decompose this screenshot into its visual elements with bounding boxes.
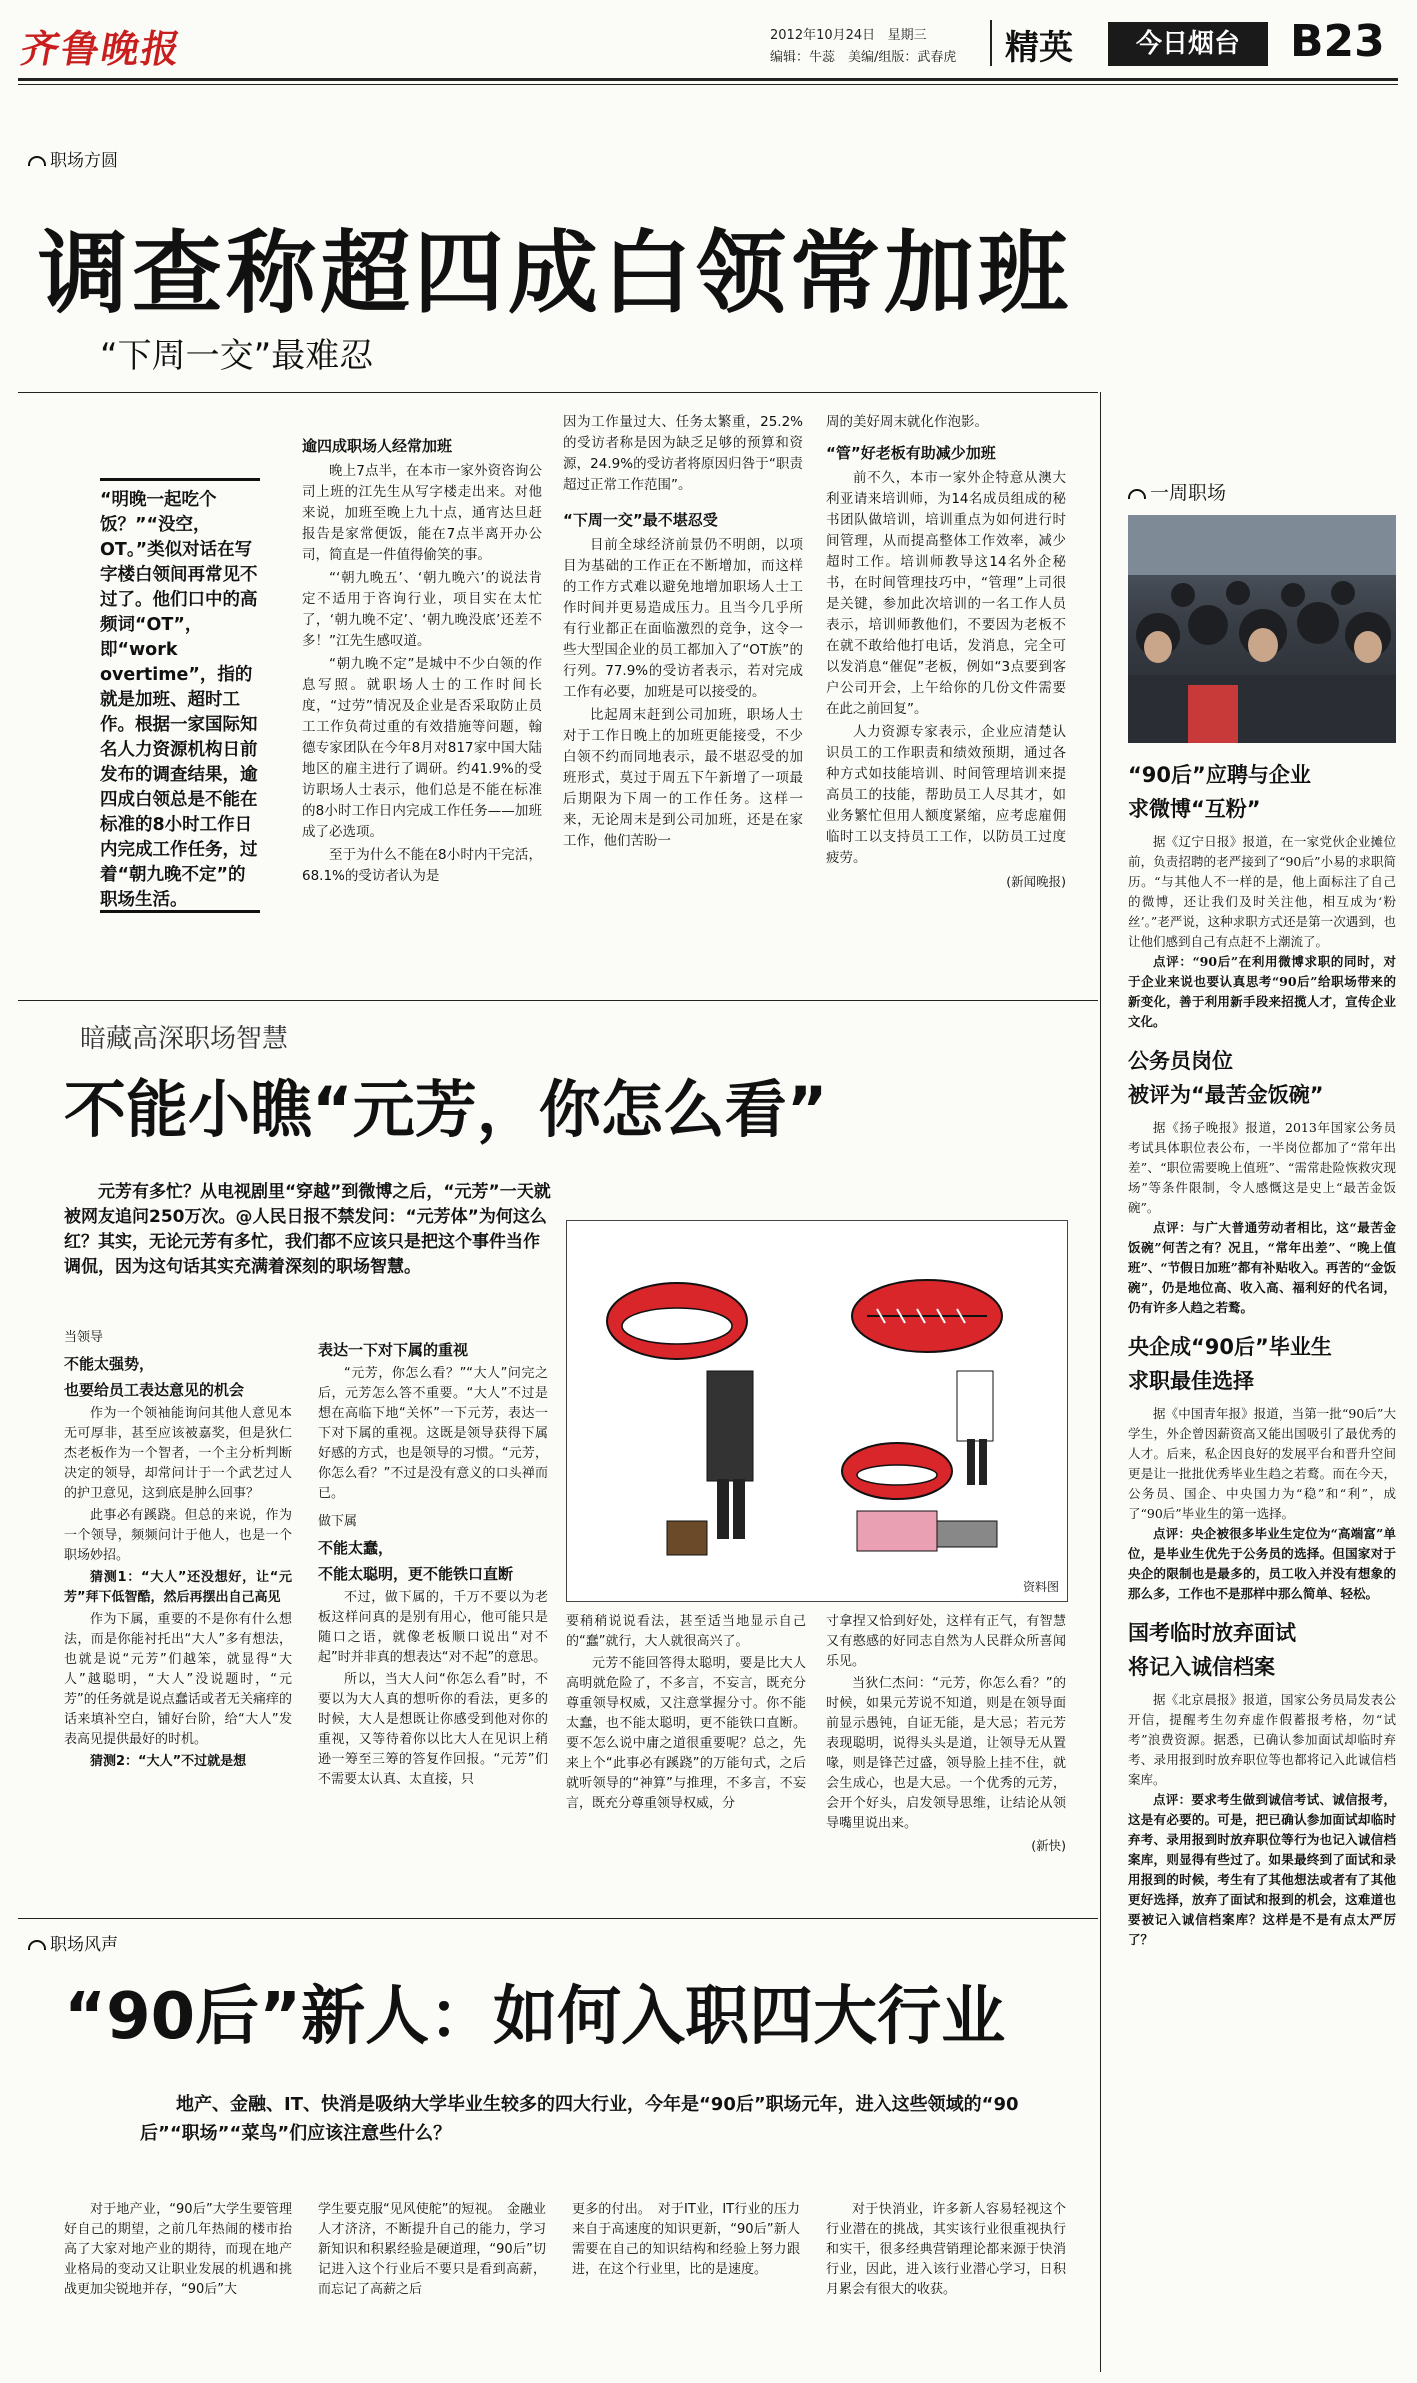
date: 2012年10月24日 [770, 28, 876, 43]
story2-source: (新快) [1031, 1838, 1066, 1853]
job-fair-crowd [1128, 515, 1396, 743]
paragraph: 当狄仁杰问：“元芳，你怎么看？”的时候，如果元芳说不知道，则是在领导面前显示愚钝，自证无能，是大忌；若元芳表现聪明，说得头头是道，让领导无从置喙，则是锋芒过盛，领导脸上挂不住，就会生成心，也是大忌。一个优秀的元芳，会开个好头，启发领导思维，让结论从领导嘴里说出来。 [826, 1676, 1066, 1831]
story1-headline: 调查称超四成白领常加班 [38, 221, 1072, 326]
story1-column-2 [563, 412, 803, 854]
paragraph: 此事必有蹊跷。但总的来说，作为一个领导，频频问计于他人，也是一个职场妙招。 [64, 1508, 292, 1563]
issue-date [770, 24, 927, 43]
item-title: 央企成“90后”毕业生 [1128, 1335, 1332, 1359]
paragraph: “‘朝九晚五’、‘朝九晚六’的说法肯定不适用于咨询行业，项目实在太忙了，‘朝九晚不定’、‘朝九晚没底’还差不多！”江先生感叹道。 [302, 570, 542, 649]
story3-column-3 [572, 2200, 800, 2282]
paragraph: 元芳不能回答得太聪明，要是比大人高明就危险了，不多言，不妄言，既充分尊重领导权威，又注意掌握分寸。你不能太蠢，也不能太聪明，更不能铁口直断。要不怎么说中庸之道很重要呢？总之，先来上个“此事必有蹊跷”的万能句式，之后就听领导的“神算”与推理，不多言，不妄言，既充分尊重领导权威，分 [566, 1656, 806, 1811]
paragraph: 对于快消业，许多新人容易轻视这个行业潜在的挑战，其实该行业很重视执行和实干，很多经典营销理论都来源于快消行业，因此，进入该行业潜心学习，日积月累会有很大的收获。 [826, 2202, 1066, 2297]
paragraph: 晚上7点半，在本市一家外资咨询公司上班的江先生从写字楼走出来。对他来说，加班至晚上九十点，通宵达旦赶报告是家常便饭，能在7点半离开办公司，简直是一件值得偷笑的事。 [302, 463, 542, 563]
story3-column-2 [318, 2200, 546, 2302]
paragraph: 人力资源专家表示，企业应清楚认识员工的工作职责和绩效预期，通过各种方式如技能培训、时间管理培训来提高员工的技能，帮助员工人尽其才，如业务繁忙但用人额度紧缩，应考虑雇佣临时工以支持员工工作，以防员工过度疲劳。 [826, 724, 1066, 866]
paragraph: 前不久，本市一家外企特意从澳大利亚请来培训师，为14名成员组成的秘书团队做培训，培训重点为如何进行时间管理，从而提高整体工作效率，减少超时工作。培训师教导这14名外企秘书，在时间管理技巧中，“管理”上司很是关键，参加此次培训的一名工作人员表示，培训师教他们，不要因为老板不在就不敢给他打电话，发消息，完全可以发消息“催促”老板，例如“3点要到客户公司开会，上午给你的几份文件需要在此之前回复”。 [826, 470, 1066, 717]
item-title: “90后”应聘与企业 [1128, 763, 1311, 787]
item-body: 据《扬子晚报》报道，2013年国家公务员考试具体职位表公布，一半岗位都加了“常年出差”、“职位需要晚上值班”、“需常赴险恢救灾现场”等条件限制，令人感慨这是史上“最苦金饭碗”。 [1128, 1120, 1396, 1215]
lips-cartoon [567, 1221, 1067, 1601]
story2-lead: 元芳有多忙？从电视剧里“穿越”到微博之后，“元芳”一天就被网友追问250万次。@人民日报不禁发问：“元芳体”为何这么红？其实，无论元芳有多忙，我们都不应该只是把这个事件当作调侃，因为这句话其实充满着深刻的职场智慧。 [64, 1182, 551, 1277]
subheading: 也要给员工表达意见的机会 [64, 1381, 245, 1399]
subheading: 不能太蠢， [318, 1539, 394, 1557]
page-number: B23 [1290, 16, 1385, 67]
item-comment: 点评：央企被很多毕业生定位为“高端富”单位，是毕业生优先于公务员的选择。但国家对于央企的限制也是最多的，员工收入并没有想象的那么多，工作也不是那样中那么简单、轻松。 [1128, 1526, 1396, 1601]
story1-bottom-rule [18, 1000, 1098, 1001]
paragraph: 猜测2：“大人”不过就是想 [90, 1754, 247, 1769]
item-title: 将记入诚信档案 [1128, 1655, 1275, 1679]
story1-rule [18, 392, 1098, 393]
subheading: 不能太强势， [64, 1355, 155, 1373]
story2-kicker: 暗藏高深职场智慧 [80, 1024, 289, 1054]
crowd-photo [1128, 515, 1396, 743]
paragraph: 作为一个领袖能询问其他人意见本无可厚非，甚至应该被嘉奖，但是狄仁杰老板作为一个智者，一个主分析判断决定的领导，却常问计于一个武艺过人的护卫意见，这到底是肿么回事？ [64, 1406, 292, 1501]
story2-column-1 [64, 1328, 292, 1774]
sidebar-divider [1100, 392, 1101, 2372]
item-title: 被评为“最苦金饭碗” [1128, 1083, 1324, 1107]
newspaper-logo: 齐鲁晚报 [17, 26, 186, 71]
item-comment: 点评：“90后”在利用微博求职的同时，对于企业来说也要认真思考“90后”给职场带来的新变化，善于利用新手段来招揽人才，宣传企业文化。 [1128, 954, 1396, 1029]
item-title: 公务员岗位 [1128, 1049, 1233, 1073]
paragraph: 比起周末赶到公司加班，职场人士对于工作日晚上的加班更能接受，不少白领不约而同地表示，最不堪忍受的加班形式，莫过于周五下午新增了一项最后期限为下周一的工作任务。这样一来，无论周末是到公司加班，还是在家工作，他们苦盼一 [563, 707, 803, 849]
item-title: 求微博“互粉” [1128, 797, 1261, 821]
story1-column-1 [302, 430, 542, 889]
item-comment: 点评：与广大普通劳动者相比，这“最苦金饭碗”何苦之有？况且，“常年出差”、“晚上值班”、“节假日加班”都有补贴收入。再苦的“金饭碗”，仍是地位高、收入高、福利好的代名词，仍有许多人趋之若鹜。 [1128, 1220, 1396, 1315]
lead-rule-bottom [100, 910, 260, 913]
subheading: “下周一交”最不堪忍受 [563, 511, 718, 529]
paragraph: 对于地产业，“90后”大学生要管理好自己的期望，之前几年热闹的楼市抬高了大家对地产业的期待，而现在地产业格局的变动又让职业发展的机遇和挑战更加尖锐地并存，“90后”大 [64, 2202, 292, 2297]
paragraph: 周的美好周末就化作泡影。 [826, 414, 988, 430]
paragraph: 所以，当大人问“你怎么看”时，不要以为大人真的想听你的看法，更多的时候，大人是想既让你感受到他对你的重视，又等待着你以比大人在见识上稍逊一筹至三筹的答复作回报。“元芳”们不需要太认真、太直接，只 [318, 1672, 548, 1787]
paragraph: 因为工作量过大、任务太繁重，25.2%的受访者称是因为缺乏足够的预算和资源，24.9%的受访者将原因归咎于“职责超过正常工作范围”。 [563, 414, 803, 493]
header-rule-thin [18, 84, 1398, 85]
lead-rule-top [100, 478, 260, 481]
story3-tag: 职场风声 [28, 1930, 118, 1955]
paragraph: 更多的付出。 对于IT业，IT行业的压力来自于高速度的知识更新，“90后”新人需要在自己的知识结构和经验上努力跟进，在这个行业里，比的是速度。 [572, 2202, 800, 2277]
sidebar-item [1128, 1044, 1396, 1318]
story1-tag: 职场方圆 [28, 146, 118, 171]
paragraph: 目前全球经济前景仍不明朗，以项目为基础的工作正在不断增加，而这样的工作方式难以避免地增加职场人士工作时间并更易造成压力。且当今几乎所有行业都正在面临激烈的竞争，这令一些大型国企业的员工都加入了“OT族”的行列。77.9%的受访者表示，若对完成工作有必要，加班是可以接受的。 [563, 537, 803, 700]
header-rule [18, 78, 1398, 81]
weekday: 星期三 [887, 28, 927, 43]
header-divider [990, 20, 992, 66]
paragraph: 猜测1：“大人”还没想好，让“元芳”拜下低智酷，然后再摆出自己高见 [64, 1570, 292, 1605]
story2-headline: 不能小瞧“元芳，你怎么看” [64, 1073, 828, 1146]
story2-column-2 [318, 1340, 548, 1792]
story1-column-3 [826, 412, 1066, 892]
subheading: 不能太聪明，更不能铁口直断 [318, 1565, 514, 1583]
story2-column-3 [566, 1612, 806, 1816]
sidebar-item [1128, 758, 1396, 1032]
story3-column-1 [64, 2200, 292, 2302]
paragraph: 至于为什么不能在8小时内干完活，68.1%的受访者认为是 [302, 847, 542, 884]
paragraph: “元芳，你怎么看？”“大人”问完之后，元芳怎么答不重要。“大人”不过是想在高临下地“关怀”一下元芳，表达一下对下属的重视。这既是领导获得下属好感的方式，也是领导的习惯。“元芳，你怎么看？”不过是没有意义的口头禅而已。 [318, 1366, 548, 1501]
story1-source: (新闻晚报) [1006, 874, 1066, 889]
story3-column-4 [826, 2200, 1066, 2302]
sidebar-tag: 一周职场 [1128, 478, 1226, 505]
section-label: 做下属 [318, 1514, 358, 1529]
cartoon-illustration [566, 1220, 1068, 1602]
paragraph: 学生要克服“见风使舵”的短视。 金融业人才济济，不断提升自己的能力，学习新知识和积累经验是硬道理，“90后”切记进入这个行业后不要只是看到高薪，而忘记了高薪之后 [318, 2202, 546, 2297]
sidebar-item [1128, 1616, 1396, 1950]
subheading: 表达一下对下属的重视 [318, 1341, 469, 1359]
story2-bottom-rule [18, 1918, 1098, 1919]
item-title: 求职最佳选择 [1128, 1369, 1254, 1393]
story1-subhead: “下周一交”最难忍 [100, 336, 374, 376]
section-name: 精英 [1005, 28, 1073, 68]
section-box: 今日烟台 [1108, 22, 1268, 66]
paragraph: 要稍稍说说看法，甚至适当地显示自己的“蠢”就行，大人就很高兴了。 [566, 1614, 806, 1649]
paragraph: 作为下属，重要的不是你有什么想法，而是你能衬托出“大人”多有想法，也就是说“元芳”们越笨，就显得“大人”越聪明，“大人”没说题时，“元芳”的任务就是说点蠢话或者无关痛痒的话来填补空白，铺好台阶，给“大人”发表高见提供最好的时机。 [64, 1612, 292, 1747]
paragraph: 不过，做下属的，千万不要以为老板这样问真的是别有用心，他可能只是随口之语，就像老板顺口说出“对不起”时并非真的想表达“对不起”的意思。 [318, 1590, 548, 1665]
item-body: 据《辽宁日报》报道，在一家党伙企业摊位前，负责招聘的老严接到了“90后”小易的求职简历。“与其他人不一样的是，他上面标注了自己的微博，还让我们及时关注他，相互成为‘粉丝’。”老严说，这种求职方式还是第一次遇到，也让他们感到自己有点赶不上潮流了。 [1128, 834, 1396, 949]
section-label: 当领导 [64, 1330, 104, 1345]
story2-column-4 [826, 1612, 1066, 1856]
story3-headline: “90后”新人：如何入职四大行业 [64, 1980, 1006, 2054]
item-title: 国考临时放弃面试 [1128, 1621, 1296, 1645]
paragraph: “朝九晚不定”是城中不少白领的作息写照。就职场人士的工作时间长度，“过劳”情况及企业是否采取防止员工工作负荷过重的有效措施等问题，翰德专家团队在今年8月对817家中国大陆地区的雇主进行了调研。约41.9%的受访职场人士表示，他们总是不能在标准的8小时工作日内完成工作任务——加班成了必选项。 [302, 656, 542, 840]
image-credit: 资料图 [1022, 1580, 1059, 1594]
paragraph: 寸拿捏又恰到好处，这样有正气，有智慧又有憨感的好同志自然为人民群众所喜闻乐见。 [826, 1614, 1066, 1669]
story3-intro: 地产、金融、IT、快消是吸纳大学毕业生较多的四大行业，今年是“90后”职场元年，进入这些领域的“90后”“职场”“菜鸟”们应该注意些什么？ [140, 2094, 1019, 2144]
item-body: 据《北京晨报》报道，国家公务员局发表公开信，提醒考生勿弃虚作假蓄报考格，勿“试考”浪费资源。据悉，已确认参加面试却临时弃考、录用报到时放弃职位等也都将记入此诚信档案库。 [1128, 1692, 1396, 1787]
editors-credit: 编辑：牛蕊 美编/组版：武春虎 [770, 50, 957, 65]
sidebar-item [1128, 1330, 1396, 1604]
item-body: 据《中国青年报》报道，当第一批“90后”大学生，外企曾因薪资高又能出国吸引了最优秀的人才。后来，私企因良好的发展平台和晋升空间更是让一批批优秀毕业生趋之若鹜。而在今天，公务员、国企、中央国力为“稳”和“利”，成了“90后”毕业生的第一选择。 [1128, 1406, 1396, 1521]
item-comment: 点评：要求考生做到诚信考试、诚信报考，这是有必要的。可是，把已确认参加面试却临时弃考、录用报到时放弃职位等行为也记入诚信档案库，则显得有些过了。如果最终到了面试和录用报到的时候，考生有了其他想法或者有了其他更好选择，放弃了面试和报到的机会，这难道也要被记入诚信档案库？这样是不是有点太严厉了？ [1128, 1792, 1396, 1947]
subheading: “管”好老板有助减少加班 [826, 444, 996, 462]
story1-lead: “明晚一起吃个饭？”“没空，OT。”类似对话在写字楼白领间再常见不过了。他们口中的高频词“OT”，即“work overtime”，指的就是加班、超时工作。根据一家国际知名人力资源机构日前发布的调查结果，逾四成白领总是不能在标准的8小时工作日内完成工作任务，过着“朝九晚不定”的职场生活。 [100, 490, 258, 910]
sidebar-list [1128, 758, 1396, 1950]
subheading: 逾四成职场人经常加班 [302, 437, 453, 455]
